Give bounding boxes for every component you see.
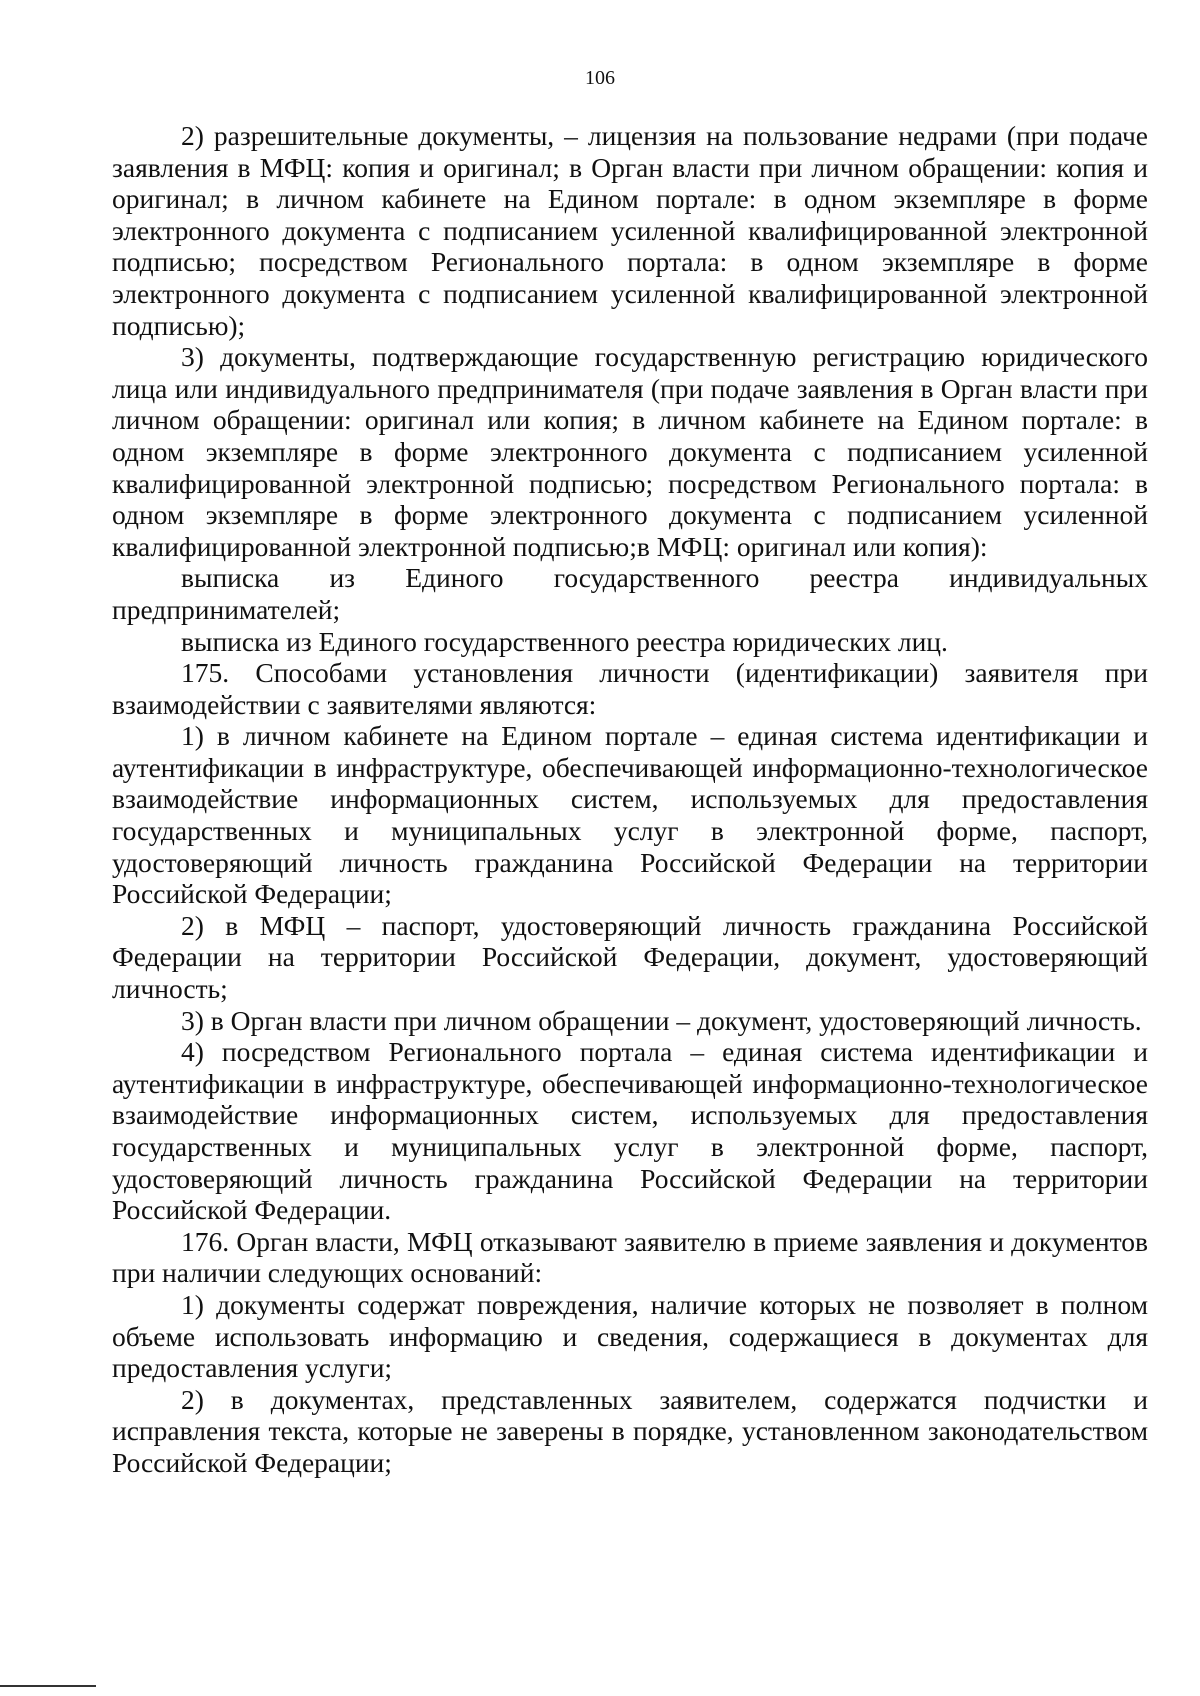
paragraph-ip-register-extract: выписка из Единого государственного реестра индивидуальных предпринимателей; [112, 562, 1148, 625]
paragraph-175-identification-methods: 175. Способами установления личности (идентификации) заявителя при взаимодействии с заявителями являются: [112, 657, 1148, 720]
paragraph-176-refusal-grounds: 176. Орган власти, МФЦ отказывают заявителю в приеме заявления и документов при наличии следующих оснований: [112, 1225, 1148, 1289]
paragraph-175-item-3: 3) в Орган власти при личном обращении – документ, удостоверяющий личность. [181, 1004, 1142, 1036]
paragraph-175-item-2: 2) в МФЦ – паспорт, удостоверяющий личность гражданина Российской Федерации на территории Российской Федерации, документ, удостоверяющий личность; [112, 909, 1148, 1005]
bottom-rule [0, 1685, 96, 1687]
paragraph-176-item-1: 1) документы содержат повреждения, наличие которых не позволяет в полном объеме использовать информацию и сведения, содержащиеся в документах для предоставления услуги; [112, 1288, 1148, 1384]
paragraph-permits: 2) разрешительные документы, – лицензия на пользование недрами (при подаче заявления в МФЦ: копия и оригинал; в Орган власти при личном обращении: копия и оригинал; в личном кабинете на Едином портале: в одном экземпляре в форме электронного документа с подписанием усиленной квалифицированной электронной подписью; посредством Регионального портала: в одном экземпляре в форме электронного документа с подписанием усиленной квалифицированной электронной подписью); [112, 120, 1148, 341]
paragraph-175-item-1: 1) в личном кабинете на Едином портале – единая система идентификации и аутентификации в инфраструктуре, обеспечивающей информационно-технологическое взаимодействие информационных систем, используемых для предоставления государственных и муниципальных услуг в электронной форме, паспорт, удостоверяющий личность гражданина Российской Федерации на территории Российской Федерации; [112, 720, 1148, 910]
paragraph-176-item-2: 2) в документах, представленных заявителем, содержатся подчистки и исправления текста, которые не заверены в порядке, установленном законодательством Российской Федерации; [112, 1383, 1148, 1478]
paragraph-175-item-4: 4) посредством Регионального портала – единая система идентификации и аутентификации в инфраструктуре, обеспечивающей информационно-технологическое взаимодействие информационных систем, используемых для предоставления государственных и муниципальных услуг в электронной форме, паспорт, удостоверяющий личность гражданина Российской Федерации на территории Российской Федерации. [112, 1036, 1148, 1226]
paragraph-registration-documents: 3) документы, подтверждающие государственную регистрацию юридического лица или индивидуального предпринимателя (при подаче заявления в Орган власти при личном обращении: оригинал или копия; в личном кабинете на Едином портале: в одном экземпляре в форме электронного документа с подписанием усиленной квалифицированной электронной подписью; посредством Регионального портала: в одном экземпляре в форме электронного документа с подписанием усиленной квалифицированной электронной подписью;в МФЦ: оригинал или копия): [112, 341, 1148, 562]
page-number: 106 [585, 67, 615, 89]
paragraph-legal-entity-register-extract: выписка из Единого государственного реестра юридических лиц. [181, 625, 948, 657]
document-body [112, 120, 1148, 1479]
